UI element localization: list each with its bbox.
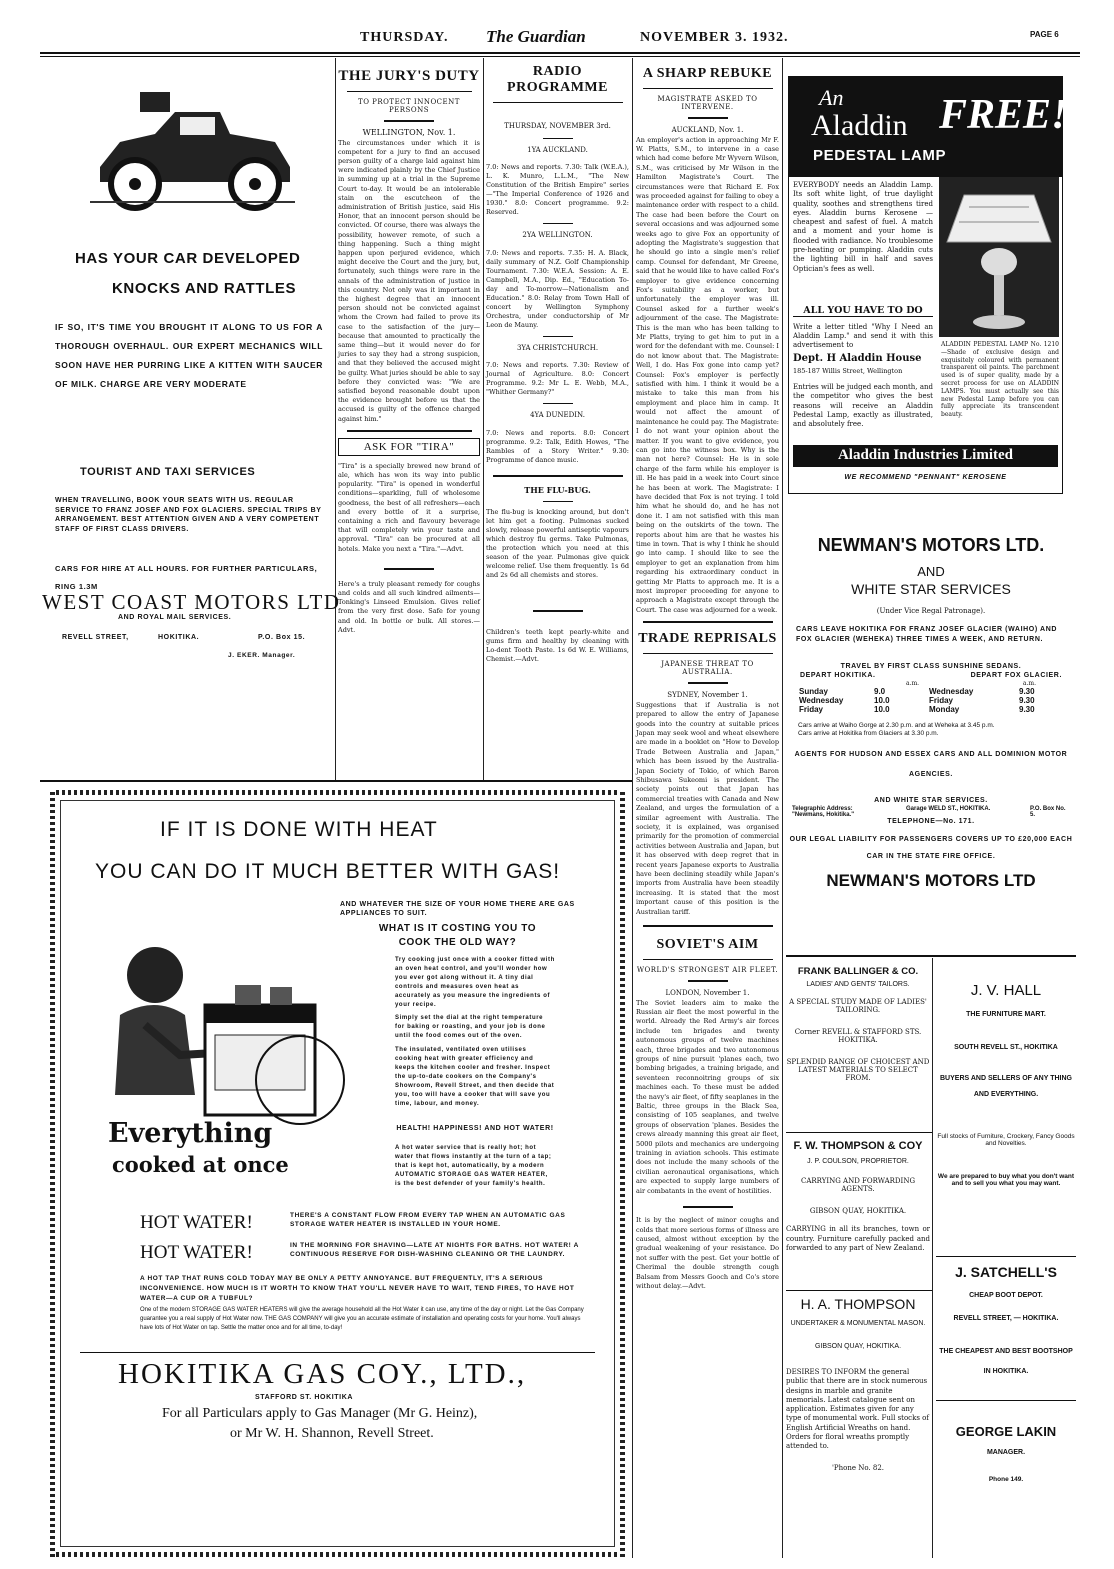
hot-water-label-1: HOT WATER!: [140, 1212, 253, 1233]
gas-para-3: The insulated, ventilated oven utilises cooking heat with greater efficiency and keeps the kitchen cooler and fresher. Inspect the up-to-date cookers on the Company's Showroom, Revell Street, and then decide that you, too will have a cooker that will save you time, labour, and money.: [395, 1047, 555, 1107]
newman-travel: TRAVEL BY FIRST CLASS SUNSHINE SEDANS.: [840, 663, 1022, 670]
gas-para-4: A hot water service that is really hot; hot water that flows instantly at the turn of a tap; that is kept hot, automatically, by a modern AUTOMATIC STORAGE GAS WATER HEATER, is the best defender of your family's health.: [395, 1145, 552, 1187]
lakin-sub: MANAGER.: [986, 1449, 1026, 1456]
soviet-dateline: LONDON, November 1.: [665, 989, 750, 998]
ballinger-corner: Corner REVELL & STAFFORD STS. HOKITIKA.: [794, 1028, 922, 1044]
station-name: 4YA DUNEDIN.: [530, 411, 585, 419]
satchell-cheapest: THE CHEAPEST AND BEST BOOTSHOP IN HOKITIKA.: [939, 1348, 1073, 1375]
divider: [543, 138, 573, 139]
time-cell: 9.30: [1019, 687, 1035, 696]
trade-dateline: SYDNEY, November 1.: [667, 691, 748, 700]
column-rule: [632, 58, 633, 1558]
section-rule: [786, 955, 1076, 957]
station-name: 3YA CHRISTCHURCH.: [516, 343, 599, 352]
newman-footer: NEWMAN'S MOTORS LTD: [826, 871, 1036, 890]
newman-arrive-1: Cars arrive at Waiho Gorge at 2.30 p.m. and at Weheka at 3.45 p.m.: [798, 722, 995, 729]
station-schedule: 7.0: News and reports. 7.35: H. A. Black, daily summary of N.Z. Golf Championship Tournament. 7.30: W.E.A. Session: A. E. Campbell, M.A., Dip. Ed., "Education To-day and To-morrow—Nationalism and Education." 8.0: Relay from Town Hall of concert by Wellington Symphony Orchestra, under conductorship of Mr Leon de Mauny.: [486, 248, 629, 329]
station-schedule: 7.0: News and reports. 8.0: Concert programme. 9.2: Talk, Edith Howes, "The Rambles of a Story Writer." 9.30: Programme of dance music.: [486, 428, 629, 464]
tira-title: ASK FOR "TIRA": [338, 438, 480, 456]
services-title: TOURIST AND TAXI SERVICES: [80, 466, 256, 478]
west-coast-manager: J. EKER. Manager.: [228, 652, 296, 659]
newman-and: AND: [917, 564, 945, 579]
thompson-carrying: CARRYING AND FORWARDING AGENTS.: [800, 1177, 916, 1193]
ballinger-name: FRANK BALLINGER & CO.: [797, 966, 919, 977]
station-schedule: 7.0: News and reports. 7.30: Talk (W.E.A.), L. K. Munro, L.L.M., "The New Constitution of the British Empire" series—"The Imperial Conference of 1926 and 1930." 8.0: Concert programme. 9.2: Reserved.: [486, 163, 629, 216]
section-rule: [40, 780, 632, 782]
rebuke-title: A SHARP REBUKE: [642, 66, 773, 81]
divider: [384, 120, 434, 122]
jury-body: The circumstances under which it is competent for a jury to find an accused person guilty of a charge laid against him were indicated plainly by the Chief Justice in summing up at a trial in the Supreme Court to-day. It would be an intolerable stain on the escutcheon of the administration of British justice, said His Honor, that an innocent person should be convicted. Of course, there was always the possibility, however remote, of such a thing happening. Such a thing might happen upon perjured evidence, which might deceive the Court and the jury, but, fortunately, such things were rare in the annals of the administration of justice in this country. Not only was it important in the highest degree that an innocent person should not be convicted against whom the Crown had failed to prove its case to the satisfaction of the jury—because that amounted to practically the same thing—but it would never do for juries to say they had a strong suspicion, and that they believed the accused might be guilty. What juries should be able to say before they convicted was: "We are satisfied beyond reasonable doubt upon the evidence brought before us that the accused is guilty of the offence charged against him.": [338, 138, 480, 423]
newman-cars-leave: CARS LEAVE HOKITIKA FOR FRANZ JOSEF GLACIER (WAIHO) AND FOX GLACIER (WEHEKA) THREE TIMES A WEEK, AND RETURN.: [796, 626, 1058, 643]
hall-sub: THE FURNITURE MART.: [966, 1011, 1046, 1018]
divider: [643, 88, 773, 89]
time-cell: 9.30: [1019, 696, 1035, 705]
thompson-quay: GIBSON QUAY, HOKITIKA.: [809, 1207, 907, 1215]
gas-headline-2: YOU CAN DO IT MUCH BETTER WITH GAS!: [95, 860, 561, 883]
hot-water-label-2: HOT WATER!: [140, 1242, 253, 1263]
thompson-name: F. W. THOMPSON & COY: [793, 1140, 923, 1152]
aladdin-dept: Dept. H Aladdin House: [793, 353, 922, 364]
lakin-phone: Phone 149.: [988, 1476, 1024, 1483]
divider: [543, 501, 573, 502]
gas-intro: AND WHATEVER THE SIZE OF YOUR HOME THERE ARE GAS APPLIANCES TO SUIT.: [340, 901, 575, 917]
garage-body: IF SO, IT'S TIME YOU BROUGHT IT ALONG TO US FOR A THOROUGH OVERHAUL. OUR EXPERT MECHANICS WILL SOON HAVE HER PURRING LIKE A KITTEN WITH SAUCER OF MILK. CHARGE ARE VERY MODERATE: [55, 322, 323, 389]
ha-thompson-sub: UNDERTAKER & MONUMENTAL MASON.: [790, 1320, 926, 1327]
station-name: 2YA WELLINGTON.: [522, 231, 593, 239]
trade-title: TRADE REPRISALS: [638, 631, 777, 647]
newman-timetable: [796, 687, 1038, 714]
ha-thompson-phone: 'Phone No. 82.: [831, 1463, 885, 1472]
aladdin-an: An: [819, 85, 844, 110]
divider: [683, 1206, 733, 1208]
aladdin-ad: [788, 76, 1068, 494]
aladdin-name: Aladdin: [811, 109, 908, 142]
gas-ad-border: [50, 1552, 625, 1557]
timetable-row: [796, 705, 1038, 714]
divider: [384, 568, 434, 570]
day-cell: Wednesday: [799, 696, 844, 705]
aladdin-lamp-caption: ALADDIN PEDESTAL LAMP No. 1210 —Shade of exclusive design and exquisitely coloured with permanent transparent oil paints. The parchment used is of super quality, made by a secret process for use on ALADDIN LAMPS. You must actually see this new Pedestal Lamp before you can fully appreciate its transcendent beauty.: [941, 341, 1059, 419]
day-cell: Friday: [929, 696, 954, 705]
rebuke-dateline: AUCKLAND, Nov. 1.: [671, 126, 744, 134]
newman-patronage: (Under Vice Regal Patronage).: [876, 607, 986, 615]
vintage-car-illustration: [80, 72, 300, 222]
trade-body: Suggestions that if Australia is not prepared to allow the entry of Japanese goods into the country at suitable prices Japan may seek wool and wheat elsewhere are made in a booklet on "How to Develop Trade Between Australia and Japan," which has been issued by the Australia-Japan Society of Tokio, of which Baron Shibusawa Sukeomi is president. The society points out that Japan has commercial treaties with Canada and New Zealand, and urges the formulation of a similar agreement with Australia. The society, it is explained, was organised primarily for the promotion of commercial activities between Australia and Japan, but it has observed with deep regret that in recent years Japanese exports to Australia have been declining steadily while Japan's imports from Australia have been steadily increasing. It is stated that the most important cause of this position is the Australian tariff.: [636, 700, 779, 916]
west-coast-town: HOKITIKA.: [158, 634, 200, 641]
aladdin-lamp-title: PEDESTAL LAMP: [813, 147, 947, 164]
column-rule: [483, 58, 484, 780]
teeth-ad: Children's teeth kept pearly-white and gums firm and healthy by cleaning with Lo-dent Tooth Paste. 1s 6d W. E. Williams, Chemist.—Advt.: [486, 628, 629, 663]
gas-ad-border: [620, 790, 625, 1557]
gas-street: STAFFORD ST. HOKITIKA: [255, 1394, 354, 1401]
thompson-prop: J. P. COULSON, PROPRIETOR.: [807, 1158, 909, 1165]
satchell-address: REVELL STREET, — HOKITIKA.: [953, 1315, 1059, 1322]
hot-water-text-2: IN THE MORNING FOR SHAVING—LATE AT NIGHTS FOR BATHS. HOT WATER! A CONTINUOUS RESERVE FOR DISH-WASHING CLEANING OR THE LAUNDRY.: [290, 1242, 579, 1258]
hall-prepared: We are prepared to buy what you don't want and to sell you what you may want.: [937, 1173, 1075, 1187]
masthead-date: NOVEMBER 3. 1932.: [640, 30, 789, 45]
trade-subtitle: JAPANESE THREAT TO AUSTRALIA.: [661, 660, 754, 677]
divider: [533, 610, 583, 612]
ballinger-range: SPLENDID RANGE OF CHOICEST AND LATEST MATERIALS TO SELECT FROM.: [786, 1058, 930, 1082]
column-rule: [335, 58, 336, 780]
cherimal-ad: It is by the neglect of minor coughs and colds that more serious forms of illness are caused, almost without exception by the gradual weakening of your resistance. Do not suffer with the pest. Get your bottle of Cherimal the double strength cough Balsam from Messrs Gooch and Co's store without delay.—Advt.: [636, 1216, 779, 1290]
timetable-row: [796, 687, 1038, 696]
gas-bottom-2: One of the modern STORAGE GAS WATER HEATERS will give the average household all the Hot Water it can use, any time of the day or night. Let the Gas Company guarantee you a real supply of Hot Water now. THE GAS COMPANY will give you an accurate estimate of installation and operating costs for your home. You'll always have lots of Hot Water on tap. Settle the matter once and for all time, to-day!: [140, 1307, 584, 1331]
aladdin-free: FREE!: [939, 92, 1068, 138]
day-cell: Monday: [929, 705, 960, 714]
thompson-body: CARRYING in all its branches, town or country. Furniture carefully packed and forwarded to any part of New Zealand.: [786, 1225, 930, 1252]
aladdin-company: Aladdin Industries Limited: [837, 447, 1014, 463]
pedestal-lamp-illustration: [939, 177, 1059, 337]
hall-address: SOUTH REVELL ST., HOKITIKA: [954, 1044, 1058, 1051]
column-rule: [932, 958, 933, 1558]
rebuke-subtitle: MAGISTRATE ASKED TO INTERVENE.: [657, 95, 758, 111]
hire-text: CARS FOR HIRE AT ALL HOURS. FOR FURTHER PARTICULARS, RING 1.3M: [55, 564, 318, 591]
depart-fox: DEPART FOX GLACIER.: [970, 672, 1062, 679]
ballinger-sub: LADIES' AND GENTS' TAILORS.: [806, 981, 910, 988]
time-cell: 9.30: [1019, 705, 1035, 714]
ha-thompson-quay: GIBSON QUAY, HOKITIKA.: [814, 1343, 902, 1350]
section-rule: [936, 1400, 1076, 1401]
newman-telephone: TELEPHONE—No. 171.: [887, 818, 975, 825]
time-unit: a.m.: [1022, 680, 1036, 687]
west-coast-box: P.O. Box 15.: [258, 634, 306, 641]
divider: [688, 980, 728, 982]
gas-question: WHAT IS IT COSTING YOU TO COOK THE OLD WAY?: [378, 923, 537, 948]
hot-water-text-1: THERE'S A CONSTANT FLOW FROM EVERY TAP WHEN AN AUTOMATIC GAS STORAGE WATER HEATER IS INSTALLED IN YOUR HOME.: [290, 1212, 566, 1228]
divider: [643, 621, 773, 623]
time-cell: 9.0: [874, 687, 886, 696]
lakin-name: GEORGE LAKIN: [955, 1424, 1057, 1439]
gas-apply: For all Particulars apply to Gas Manager (Mr G. Heinz),: [162, 1406, 478, 1421]
divider: [347, 430, 472, 432]
divider: [688, 682, 728, 684]
section-rule: [786, 1132, 932, 1133]
gas-para-1: Try cooking just once with a cooker fitted with an oven heat control, and you'll wonder how you ever got along without it. A tiny dial controls and measures oven heat as accurately as you measure the ingredients of your recipe.: [395, 957, 555, 1008]
timetable-row: [796, 696, 1038, 705]
divider: [643, 925, 773, 927]
masthead-page: PAGE 6: [1030, 30, 1059, 39]
jury-subtitle: TO PROTECT INNOCENT PERSONS: [358, 98, 460, 114]
tira-body: "Tira" is a specially brewed new brand of ale, which has won its way into public popularity. "Tira" is opened in wonderful conditions—sparkling, full of wholesome goodness, the best of all refreshers—each and every bottle of it a surprise, containing a rich and flavoury beverage that will completely win your taste and approval. "Tira" can be procured at all hotels. Make you next a "Tira."—Advt.: [338, 461, 480, 553]
ha-thompson-name: H. A. THOMPSON: [800, 1296, 916, 1312]
gas-health: HEALTH! HAPPINESS! AND HOT WATER!: [396, 1125, 554, 1132]
divider: [493, 475, 623, 477]
gas-company: HOKITIKA GAS COY., LTD.,: [118, 1358, 527, 1390]
aladdin-recommend: WE RECOMMEND "PENNANT" KEROSENE: [844, 474, 1007, 481]
west-coast-company: WEST COAST MOTORS LTD: [42, 590, 341, 614]
divider: [543, 336, 573, 337]
column-rule: [782, 58, 783, 1558]
satchell-name: J. SATCHELL'S: [955, 1264, 1057, 1280]
gas-slogan-1: Everything: [108, 1118, 273, 1149]
royal-mail: AND ROYAL MAIL SERVICES.: [118, 614, 232, 621]
newman-arrive-2: Cars arrive at Hokitika from Glaciers at 3.30 p.m.: [798, 730, 939, 737]
divider: [493, 102, 623, 103]
newman-and-white: AND WHITE STAR SERVICES.: [874, 797, 988, 804]
satchell-sub: CHEAP BOOT DEPOT.: [969, 1292, 1043, 1299]
divider: [347, 91, 472, 92]
time-unit: a.m.: [906, 680, 920, 687]
newman-liability: OUR LEGAL LIABILITY FOR PASSENGERS COVERS UP TO £20,000 EACH CAR IN THE STATE FIRE OFFICE.: [789, 836, 1073, 860]
woman-at-gas-cooker-illustration: [85, 905, 350, 1130]
ballinger-special: A SPECIAL STUDY MADE OF LADIES' TAILORING.: [789, 998, 927, 1014]
soviet-title: SOVIET'S AIM: [656, 937, 759, 953]
day-cell: Friday: [799, 705, 824, 714]
hall-buyers: BUYERS AND SELLERS OF ANY THING AND EVERYTHING.: [940, 1075, 1072, 1098]
gas-para-2: Simply set the dial at the right temperature for baking or roasting, and your job is done until the food comes out of the oven.: [395, 1015, 546, 1039]
divider: [643, 653, 773, 654]
masthead-day: THURSDAY.: [360, 30, 449, 45]
services-body: WHEN TRAVELLING, BOOK YOUR SEATS WITH US. REGULAR SERVICE TO FRANZ JOSEF AND FOX GLACIERS. SPECIAL TRIPS BY ARRANGEMENT. BEST ATTENTION GIVEN AND A VERY COMPETENT STAFF OF FIRST CLASS DRIVERS.: [55, 497, 322, 533]
newman-pobox: P.O. Box No. 5.: [1030, 806, 1066, 818]
aladdin-entries: Entries will be judged each month, and the competitor who gives the best reasons will receive an Aladdin Pedestal Lamp, exactly as illustrated, and absolutely free.: [793, 383, 933, 429]
jury-title: THE JURY'S DUTY: [338, 68, 480, 84]
aladdin-howto-body: Write a letter titled "Why I Need an Aladdin Lamp." and send it with this advertisement to: [793, 323, 933, 349]
divider: [543, 223, 573, 224]
hall-name: J. V. HALL: [970, 982, 1042, 999]
masthead-rule: [40, 52, 1080, 54]
gas-bottom-1: A HOT TAP THAT RUNS COLD TODAY MAY BE ONLY A PETTY ANNOYANCE. BUT FREQUENTLY, IT'S A SERIOUS INCONVENIENCE. HOW MUCH IS IT WORTH TO KNOW THAT YOU'LL NEVER HAVE TO WAIT, TEND FIRES, TO HAVE HOT WATER—A CUP OR A TUBFUL?: [140, 1275, 575, 1302]
divider: [643, 959, 773, 960]
newman-telegraphic: Telegraphic Address: "Newmans, Hokitika.": [792, 806, 855, 818]
day-cell: Sunday: [799, 687, 828, 696]
depart-hokitika: DEPART HOKITIKA.: [800, 672, 876, 679]
hall-stocks: Full stocks of Furniture, Crockery, Fancy Goods and Novelties.: [937, 1133, 1075, 1147]
gas-rule: [80, 1352, 595, 1353]
newman-title: NEWMAN'S MOTORS LTD.: [817, 535, 1045, 555]
station-schedule: 7.0: News and reports. 7.30: Review of Journal of Agriculture. 8.0: Concert Programme. 9.2: Mr L. E. Webb, M.A., "Whither Germany?": [486, 361, 629, 396]
radio-title: RADIO PROGRAMME: [507, 64, 608, 95]
flu-body: The flu-bug is knocking around, but don't let him get a footing. Pulmonas sucked slowly, release powerful antiseptic vapours which destroy flu germs. Take Pulmonas, the protection which you need at this season of the year. Pulmonas give quick welcome relief. Use them frequently. 1s 6d and 2s 6d all chemists and stores.: [486, 508, 629, 579]
aladdin-address: 185-187 Willis Street, Wellington: [793, 367, 903, 375]
jury-cough-ad: Here's a truly pleasant remedy for coughs and colds and all such kindred ailments—Tonking's Linseed Emulsion. Gives relief from the very first dose. Safe for young and old. In bottle or bulk. All stores.—Advt.: [338, 579, 480, 634]
radio-date: THURSDAY, NOVEMBER 3rd.: [504, 122, 611, 130]
newman-garage: Garage WELD ST., HOKITIKA.: [906, 806, 991, 812]
garage-headline-2: KNOCKS AND RATTLES: [112, 280, 297, 297]
masthead-rule-thin: [40, 56, 1080, 57]
flu-title: THE FLU-BUG.: [524, 484, 591, 495]
time-cell: 10.0: [874, 705, 890, 714]
aladdin-body: EVERYBODY needs an Aladdin Lamp. Its soft white light, of true daylight quality, soothes and strengthens tired eyes. Aladdin burns Kerosene — cheapest and safest of fuel. A match and a moment and your home is flooded with radiance. No troublesome pre-heating or pumping. Aladdin cuts the lighting bill in half and saves Optician's fees as well.: [793, 181, 933, 273]
soviet-body: The Soviet leaders aim to make the Russian air fleet the most powerful in the world. Already the Red Army's air forces include ten brigades and twenty autonomous groups of twelve machines each, three brigades and two autonomous groups of nine pursuit 'planes each, two bombing brigades, a training brigade, and seventeen reconnoitring groups of six machines each. To these must be added the navy's air fleet, of fifty seaplanes in the Baltic, three groups in the Black Sea, consisting of 105 seaplanes, and twelve groups of observation 'planes. Besides the crews already manning this great air fleet, 5000 pilots and mechanics are undergoing training in aviation schools. This estimate does not include the many schools of the civilian aeronautical organisations, which are expected to supply large numbers of air combatants in the event of hostilities.: [636, 998, 779, 1195]
rebuke-body: An employer's action in approaching Mr F. W. Platts, S.M., to intervene in a case which had come before Mr Wyvern Wilson, S.M., was criticised by Mr Wilson in the Hamilton Magistrate's Court. The circumstances were that Richard E. Fox was proceeded against for failing to obey a maintenance order with respect to a child. The case had been before the Court on several occasions and was adjourned some weeks ago to give Fox an opportunity of adopting the Magistrate's suggestion that he should go into a single men's relief camp. Counsel for defendant, Mr Greene, said that he would like to have called Fox's employer to give evidence concerning Fox's suitability as a worker, but unfortunately the employer was ill. Counsel asked for a further week's adjournment of the case. The Magistrate: This is the man who has been talking to Mr Platts, trying to get him to put in a word for the defendant with me. Counsel: I do not know about that. The Magistrate: Well, I do. Has Fox gone into camp yet? Counsel: Fox's employer is perfectly satisfied with him. I think it would be a mistake to take this man from his employment and place him in camp. It would not affect the amount of maintenance he could pay. The Magistrate: I do not want your opinion about the matter. If you want to give evidence, you can go into the witness box. Why is the man not here? Counsel: He is in sole charge of the farm while his employer is ill. He has paid in a week into Court since he has been at work. The Magistrate: I have decided that Fox is not trying. I told him what he should do, and he has not done it. I am not satisfied with this man being on the outskirts of the town. The reports about him are that he wastes his time in town. That is why I think he should go into camp. I should like to see the employer to get an explanation from him regarding his extraordinary conduct in getting Mr Platts to approach me. It is a most improper proceeding for anyone to approach a Magistrate except through the Court. The case was adjourned for a week.: [636, 135, 779, 614]
gas-or: or Mr W. H. Shannon, Revell Street.: [230, 1426, 434, 1441]
garage-headline-1: HAS YOUR CAR DEVELOPED: [75, 250, 301, 267]
newman-agents: AGENTS FOR HUDSON AND ESSEX CARS AND ALL DOMINION MOTOR AGENCIES.: [794, 751, 1068, 778]
gas-ad-border: [50, 790, 55, 1557]
west-coast-street: REVELL STREET,: [62, 634, 129, 641]
gas-ad-border: [50, 790, 625, 795]
section-rule: [786, 1290, 932, 1291]
day-cell: Wednesday: [929, 687, 974, 696]
gas-slogan-2: cooked at once: [112, 1152, 289, 1177]
divider: [543, 403, 573, 404]
newman-white-star: WHITE STAR SERVICES: [851, 581, 1011, 597]
aladdin-howto: ALL YOU HAVE TO DO: [793, 305, 933, 317]
divider: [688, 117, 728, 119]
section-rule: [936, 1256, 1076, 1257]
masthead-paper: The Guardian: [486, 27, 586, 46]
ha-thompson-body: DESIRES TO INFORM the general public that there are in stock numerous designs in marble and granite memorials. Latest catalogue sent on application. Estimates given for any type of monumental work. Full stocks of English Artificial Wreaths on hand. Orders for floral wreaths promptly attended to.: [786, 1368, 929, 1451]
station-name: 1YA AUCKLAND.: [527, 145, 588, 154]
gas-headline-1: IF IT IS DONE WITH HEAT: [160, 818, 438, 841]
soviet-subtitle: WORLD'S STRONGEST AIR FLEET.: [636, 966, 779, 975]
time-cell: 10.0: [874, 696, 890, 705]
jury-dateline: WELLINGTON, Nov. 1.: [362, 128, 456, 137]
